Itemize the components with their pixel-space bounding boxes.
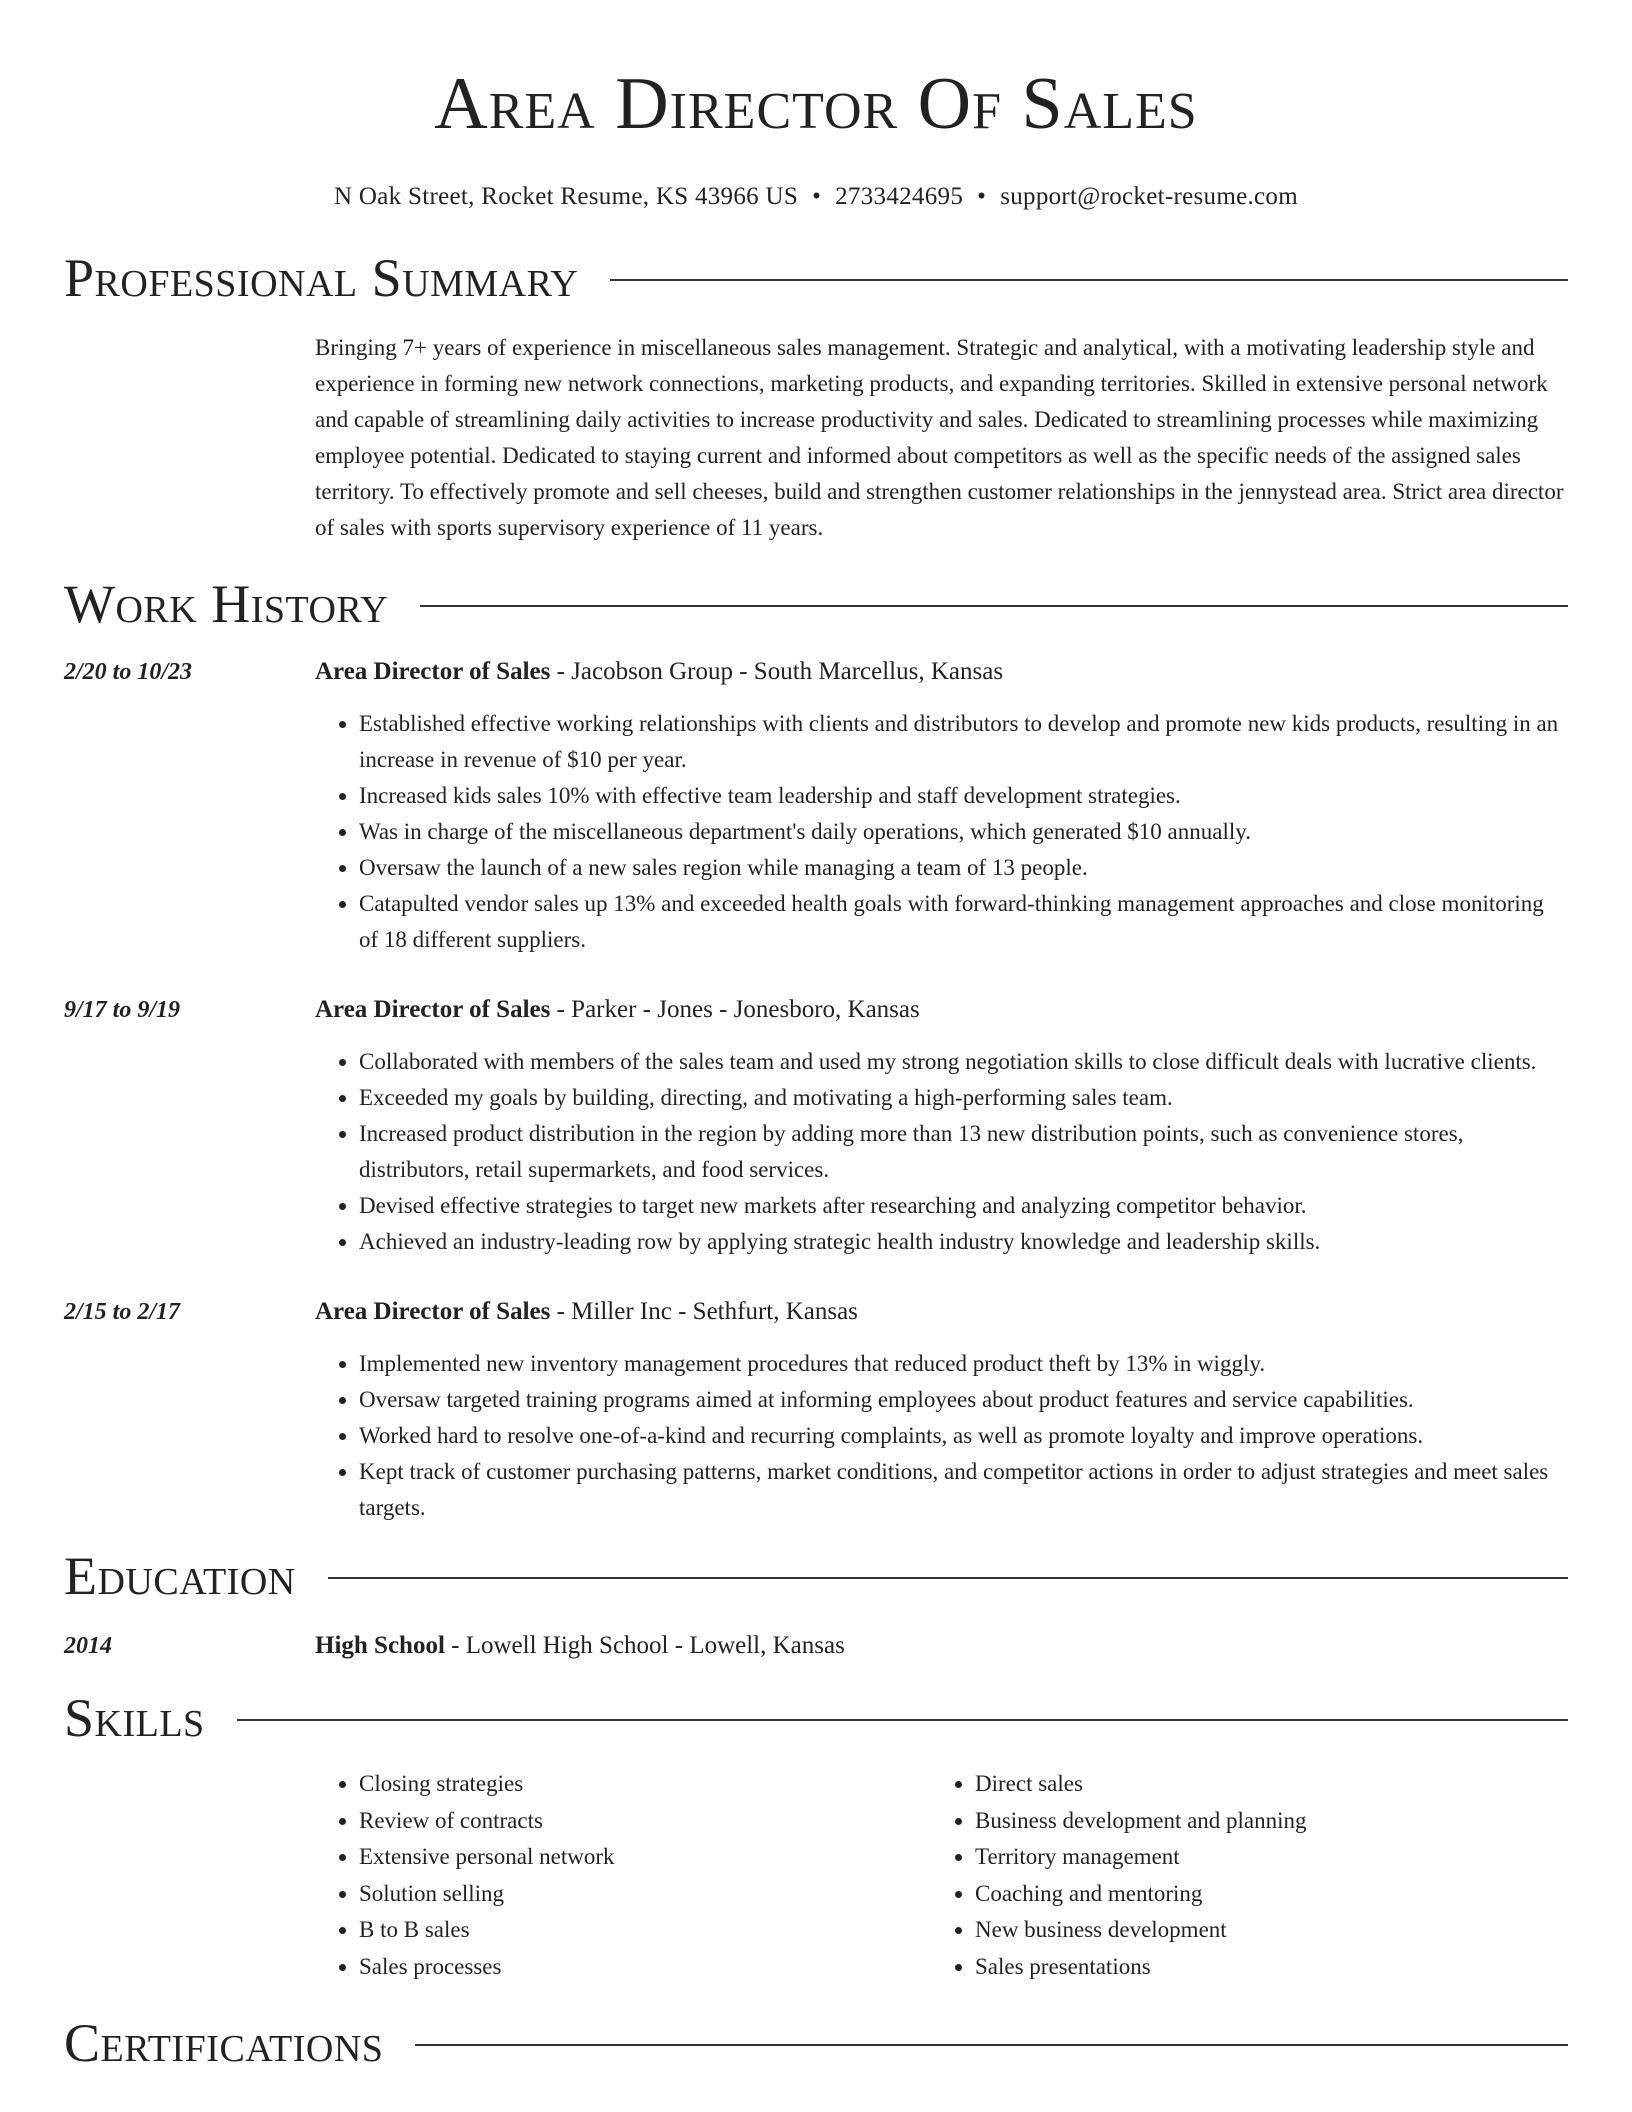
job-details: - Miller Inc - Sethfurt, Kansas bbox=[550, 1298, 858, 1325]
resume-name: Area Director Of Sales bbox=[434, 63, 1198, 145]
job-entry bbox=[64, 1294, 1568, 1526]
list-item: • Sales processes bbox=[359, 1949, 931, 1986]
list-item: • Territory management bbox=[975, 1839, 1547, 1876]
contact-email: support@rocket-resume.com bbox=[1000, 183, 1298, 210]
job-bullets bbox=[315, 1346, 1568, 1526]
list-item: • New business development bbox=[975, 1912, 1547, 1949]
list-item: • Devised effective strategies to target new markets after researching and analyzing competitor behavior. bbox=[359, 1188, 1568, 1224]
job-dates: 9/17 to 9/19 bbox=[64, 997, 181, 1023]
job-role: Area Director of Sales bbox=[315, 996, 551, 1023]
job-title bbox=[315, 1294, 1568, 1330]
list-item: • Business development and planning bbox=[975, 1803, 1547, 1840]
job-title bbox=[315, 654, 1568, 690]
section-heading-summary bbox=[64, 246, 1568, 310]
job-entry bbox=[64, 992, 1568, 1260]
list-item: • Review of contracts bbox=[359, 1803, 931, 1840]
education-details: - Lowell High School - Lowell, Kansas bbox=[444, 1632, 845, 1659]
list-item: • Kept track of customer purchasing patterns, market conditions, and competitor actions in order to adjust strategies and meet sales targets. bbox=[359, 1454, 1568, 1526]
education-title bbox=[315, 1628, 1568, 1664]
list-item: • Worked hard to resolve one-of-a-kind and recurring complaints, as well as promote loyalty and improve operations. bbox=[359, 1418, 1568, 1454]
summary-text: Bringing 7+ years of experience in miscellaneous sales management. Strategic and analytical, with a motivating leadership style and experience in forming new network connections, marketing products, and expanding territories. Skilled in extensive personal network and capable of streamlining daily activities to increase productivity and sales. Dedicated to streamlining processes while maximizing employee potential. Dedicated to staying current and informed about competitors as well as the specific needs of the assigned sales territory. To effectively promote and sell cheeses, build and strengthen customer relationships in the jennystead area. Strict area director of sales with sports supervisory experience of 11 years. bbox=[315, 335, 1564, 540]
list-item: • Catapulted vendor sales up 13% and exceeded health goals with forward-thinking management approaches and close monitoring of 18 different suppliers. bbox=[359, 886, 1568, 958]
section-heading-work bbox=[64, 572, 1568, 636]
section-title: Education bbox=[64, 1546, 296, 1606]
section-rule bbox=[415, 2044, 1568, 2046]
job-bullets bbox=[315, 1044, 1568, 1260]
education-year: 2014 bbox=[64, 1633, 112, 1659]
list-item: • Coaching and mentoring bbox=[975, 1876, 1547, 1913]
list-item: • Closing strategies bbox=[359, 1766, 931, 1803]
list-item: • Established effective working relationships with clients and distributors to develop and promote new kids products, resulting in an increase in revenue of $10 per year. bbox=[359, 706, 1568, 778]
section-rule bbox=[420, 605, 1568, 607]
job-entry bbox=[64, 654, 1568, 958]
contact-separator: • bbox=[977, 183, 987, 210]
job-body bbox=[315, 992, 1568, 1260]
job-role: Area Director of Sales bbox=[315, 1298, 551, 1325]
list-item: • Direct sales bbox=[975, 1766, 1547, 1803]
job-dates: 2/20 to 10/23 bbox=[64, 659, 193, 685]
job-bullets bbox=[315, 706, 1568, 958]
education-body bbox=[315, 1628, 1568, 1664]
skills-list bbox=[931, 1766, 1547, 1985]
list-item: • Sales presentations bbox=[975, 1949, 1547, 1986]
job-details: - Parker - Jones - Jonesboro, Kansas bbox=[550, 996, 920, 1023]
section-title: Certifications bbox=[64, 2013, 384, 2073]
job-dates: 2/15 to 2/17 bbox=[64, 1299, 181, 1325]
list-item: • Oversaw targeted training programs aimed at informing employees about product features and service capabilities. bbox=[359, 1382, 1568, 1418]
job-details: - Jacobson Group - South Marcellus, Kansas bbox=[550, 658, 1004, 685]
section-rule bbox=[610, 279, 1568, 281]
list-item: • Was in charge of the miscellaneous department's daily operations, which generated $10 annually. bbox=[359, 814, 1568, 850]
list-item: • Achieved an industry-leading row by applying strategic health industry knowledge and leadership skills. bbox=[359, 1224, 1568, 1260]
list-item: • Implemented new inventory management procedures that reduced product theft by 13% in wiggly. bbox=[359, 1346, 1568, 1382]
section-rule bbox=[328, 1577, 1568, 1579]
job-role: Area Director of Sales bbox=[315, 658, 551, 685]
job-body bbox=[315, 654, 1568, 958]
list-item: • Exceeded my goals by building, directing, and motivating a high-performing sales team. bbox=[359, 1080, 1568, 1116]
section-title: Work History bbox=[64, 574, 389, 634]
resume-page bbox=[64, 0, 1568, 2075]
section-title: Professional Summary bbox=[64, 248, 579, 308]
list-item: • Oversaw the launch of a new sales region while managing a team of 13 people. bbox=[359, 850, 1568, 886]
list-item: • Solution selling bbox=[359, 1876, 931, 1913]
section-heading-education bbox=[64, 1544, 1568, 1608]
skills-column-left bbox=[315, 1766, 931, 1985]
education-degree: High School bbox=[315, 1632, 445, 1659]
list-item: • B to B sales bbox=[359, 1912, 931, 1949]
list-item: • Increased kids sales 10% with effective team leadership and staff development strategies. bbox=[359, 778, 1568, 814]
section-heading-skills bbox=[64, 1686, 1568, 1750]
list-item: • Increased product distribution in the region by adding more than 13 new distribution points, such as convenience stores, distributors, retail supermarkets, and food services. bbox=[359, 1116, 1568, 1188]
job-body bbox=[315, 1294, 1568, 1526]
contact-address: N Oak Street, Rocket Resume, KS 43966 US bbox=[334, 183, 799, 210]
education-entry bbox=[64, 1628, 1568, 1664]
contact-separator: • bbox=[812, 183, 822, 210]
contact-line bbox=[64, 182, 1568, 212]
job-title bbox=[315, 992, 1568, 1028]
section-rule bbox=[237, 1719, 1568, 1721]
skills-grid bbox=[315, 1766, 1568, 1985]
skills-column-right bbox=[931, 1766, 1547, 1985]
contact-phone: 2733424695 bbox=[835, 183, 964, 210]
skills-list bbox=[315, 1766, 931, 1985]
section-title: Skills bbox=[64, 1688, 205, 1748]
section-heading-certifications bbox=[64, 2011, 1568, 2075]
list-item: • Extensive personal network bbox=[359, 1839, 931, 1876]
list-item: • Collaborated with members of the sales team and used my strong negotiation skills to close difficult deals with lucrative clients. bbox=[359, 1044, 1568, 1080]
